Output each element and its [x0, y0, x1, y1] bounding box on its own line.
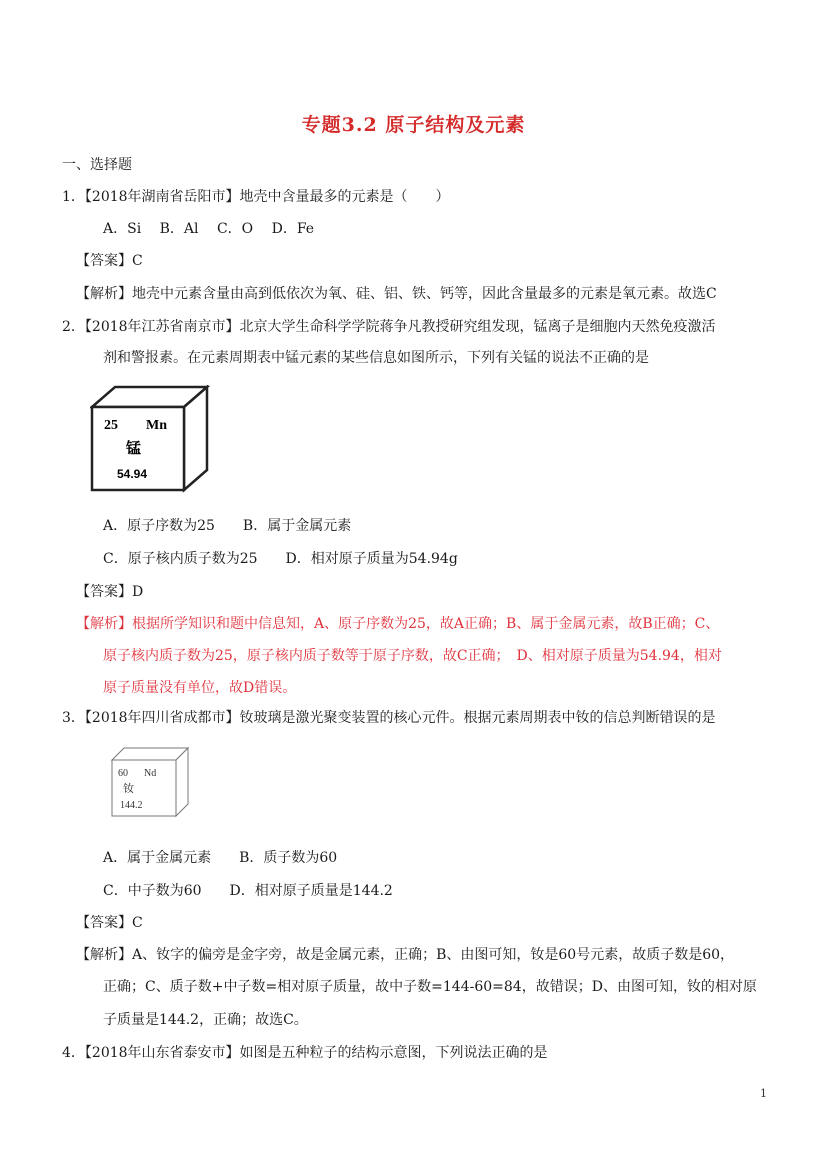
q2-stem-line1: 2．【2018年江苏省南京市】北京大学生命科学学院蒋争凡教授研究组发现，锰离子是细胞内天然免疫激活	[62, 319, 716, 335]
section-heading: 一、选择题	[62, 157, 132, 173]
q1-analysis: 【解析】地壳中元素含量由高到低依次为氧、硅、铝、铁、钙等，因此含量最多的元素是氧元素。故选C	[76, 286, 717, 302]
q2-analysis-line1: 【解析】根据所学知识和题中信息知，A、原子序数为25，故A正确；B、属于金属元素，故B正确；C、	[76, 616, 720, 632]
q2-analysis-line2: 原子核内质子数为25，原子核内质子数等于原子序数，故C正确； D、相对原子质量为54.94，相对	[103, 648, 722, 664]
page-number: 1	[760, 1087, 767, 1100]
q4-stem: 4．【2018年山东省泰安市】如图是五种粒子的结构示意图，下列说法正确的是	[62, 1045, 548, 1061]
mn-name: 锰	[126, 439, 142, 457]
q2-answer: 【答案】D	[76, 584, 144, 600]
q3-options-line1: A．属于金属元素 B．质子数为60	[103, 850, 338, 866]
nd-symbol: Nd	[144, 768, 157, 779]
q1-answer: 【答案】C	[76, 253, 143, 269]
q3-analysis-line1: 【解析】A、钕字的偏旁是金字旁，故是金属元素，正确；B、由图可知，钕是60号元素，故质子数是60，	[76, 947, 735, 963]
document-title: 专题3.2 原子结构及元素	[301, 114, 526, 136]
manganese-element-cube-figure	[90, 385, 210, 495]
mn-mass: 54.94	[117, 467, 148, 481]
q1-stem: 1．【2018年湖南省岳阳市】地壳中含量最多的元素是（ ）	[62, 189, 450, 205]
mn-symbol: Mn	[146, 418, 167, 433]
q1-options: A．Si B．Al C．O D．Fe	[103, 221, 315, 237]
mn-atomic-number: 25	[104, 418, 118, 433]
neodymium-element-cube-figure	[110, 746, 190, 818]
nd-mass: 144.2	[120, 800, 143, 811]
nd-name: 钕	[123, 782, 134, 795]
q3-analysis-line2: 正确；C、质子数+中子数=相对原子质量，故中子数=144-60=84，故错误；D、由图可知，钕的相对原	[103, 979, 757, 995]
q3-stem: 3．【2018年四川省成都市】钕玻璃是激光聚变装置的核心元件。根据元素周期表中钕的信总判断错误的是	[62, 710, 716, 726]
q3-analysis-line3: 子质量是144.2，正确；故选C。	[103, 1012, 308, 1028]
q2-options-line2: C．原子核内质子数为25 D．相对原子质量为54.94g	[103, 551, 458, 567]
q3-options-line2: C．中子数为60 D．相对原子质量是144.2	[103, 883, 393, 899]
q2-analysis-line3: 原子质量没有单位，故D错误。	[103, 680, 297, 696]
nd-atomic-number: 60	[118, 768, 128, 779]
q2-stem-line2: 剂和警报素。在元素周期表中锰元素的某些信息如图所示，下列有关锰的说法不正确的是	[103, 350, 649, 366]
q2-options-line1: A．原子序数为25 B．属于金属元素	[103, 518, 352, 534]
q3-answer: 【答案】C	[76, 915, 143, 931]
